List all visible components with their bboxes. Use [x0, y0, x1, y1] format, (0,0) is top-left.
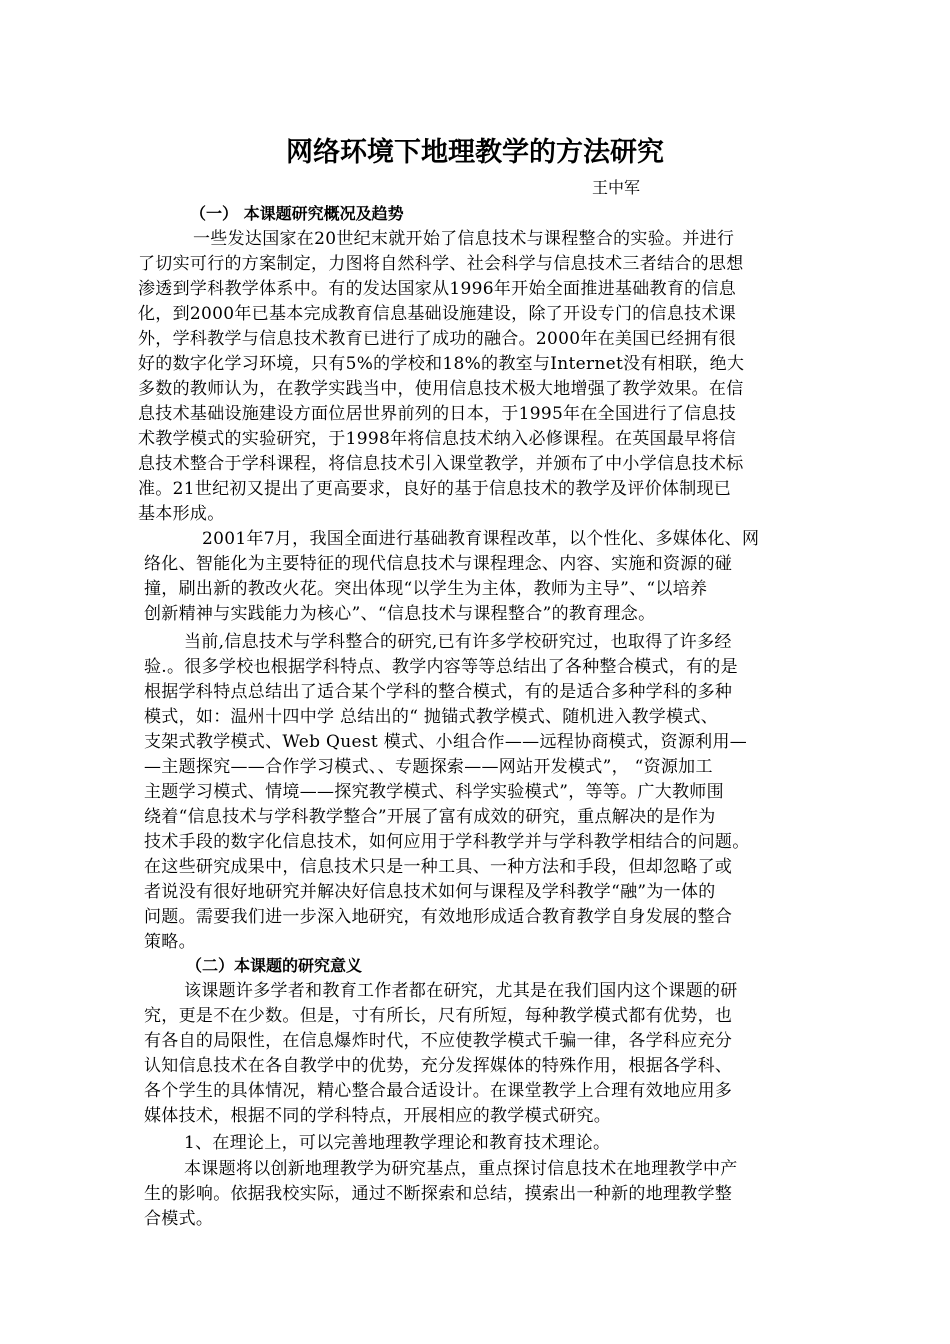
paragraph [144, 1157, 738, 1232]
text-line: 化，到2000年已基本完成教育信息基础设施建设，除了开设专门的信息技术课 [138, 304, 737, 324]
text-line: 绕着“信息技术与学科教学整合”开展了富有成效的研究，重点解决的是作为 [144, 807, 716, 827]
text-line: 息技术整合于学科课程，将信息技术引入课堂教学，并颁布了中小学信息技术标 [138, 454, 744, 474]
text-line: 准。21世纪初又提出了更高要求，良好的基于信息技术的教学及评价体制现已 [138, 479, 732, 499]
text-line: 媒体技术，根据不同的学科特点，开展相应的教学模式研究。 [144, 1106, 612, 1126]
text-line: 技术手段的数字化信息技术，如何应用于学科教学并与学科教学相结合的问题。 [144, 832, 750, 852]
text-line: 合模式。 [144, 1209, 214, 1229]
text-line: 生的影响。依据我校实际，通过不断探索和总结，摸索出一种新的地理教学整 [144, 1184, 733, 1204]
text-line: 主题学习模式、情境——探究教学模式、科学实验模式”，等等。广大教师围 [144, 782, 724, 802]
text-line: 好的数字化学习环境，只有5%的学校和18%的教室与Internet没有相联，绝大 [138, 354, 745, 374]
text-line: 当前,信息技术与学科整合的研究,已有许多学校研究过，也取得了许多经 [184, 632, 732, 652]
text-line: 外，学科教学与信息技术教育已进行了成功的融合。2000年在美国已经拥有很 [138, 329, 737, 349]
text-line: 者说没有很好地研究并解决好信息技术如何与课程及学科教学“融”为一体的 [144, 882, 716, 902]
text-line: 撞，刷出新的教改火花。突出体现“以学生为主体，教师为主导”、“以培养 [144, 579, 708, 599]
text-line: 多数的教师认为，在教学实践当中，使用信息技术极大地增强了教学效果。在信 [138, 379, 744, 399]
text-line: 了切实可行的方案制定，力图将自然科学、社会科学与信息技术三者结合的思想 [138, 254, 744, 274]
text-line: 渗透到学科教学体系中。有的发达国家从1996年开始全面推进基础教育的信息 [138, 279, 737, 299]
text-line: 基本形成。 [138, 504, 225, 524]
text-line: 策略。 [144, 932, 196, 952]
text-line: 验.。很多学校也根据学科特点、教学内容等等总结出了各种整合模式，有的是 [144, 657, 738, 677]
text-line: 创新精神与实践能力为核心”、“信息技术与课程整合”的教育理念。 [144, 604, 656, 624]
text-line: 一些发达国家在20世纪末就开始了信息技术与课程整合的实验。并进行 [193, 229, 735, 249]
author-name: 王中军 [592, 178, 641, 197]
section-heading: （一） 本课题研究概况及趋势 [190, 204, 404, 223]
text-line: 息技术基础设施建设方面位居世界前列的日本，于1995年在全国进行了信息技 [138, 404, 737, 424]
document-title: 网络环境下地理教学的方法研究 [286, 137, 664, 168]
text-line: 各个学生的具体情况，精心整合最合适设计。在课堂教学上合理有效地应用多 [144, 1081, 733, 1101]
text-line: 络化、智能化为主要特征的现代信息技术与课程理念、内容、实施和资源的碰 [144, 554, 733, 574]
text-line: 问题。需要我们进一步深入地研究，有效地形成适合教育教学自身发展的整合 [144, 907, 733, 927]
paragraph [144, 527, 759, 627]
text-line: 究，更是不在少数。但是，寸有所长，尺有所短，每种教学模式都有优势，也 [144, 1006, 733, 1026]
text-line: 模式，如：温州十四中学 总结出的“ 抛锚式教学模式、随机进入教学模式、 [144, 707, 718, 727]
text-line: 根据学科特点总结出了适合某个学科的整合模式，有的是适合多种学科的多种 [144, 682, 733, 702]
text-line: —主题探究——合作学习模式、、专题探索——网站开发模式”， “资源加工 [144, 757, 713, 777]
paragraph [138, 227, 744, 527]
section-heading: （二）本课题的研究意义 [186, 956, 363, 975]
text-line: 支架式教学模式、Web Quest 模式、小组合作——远程协商模式，资源利用— [144, 732, 748, 752]
text-line: 在这些研究成果中，信息技术只是一种工具、一种方法和手段，但却忽略了或 [144, 857, 733, 877]
paragraph [144, 1131, 610, 1156]
text-line: 术教学模式的实验研究，于1998年将信息技术纳入必修课程。在英国最早将信 [138, 429, 737, 449]
text-line: 本课题将以创新地理教学为研究基点，重点探讨信息技术在地理教学中产 [184, 1159, 738, 1179]
text-line: 1、在理论上，可以完善地理教学理论和教育技术理论。 [184, 1133, 611, 1153]
text-line: 2001年7月，我国全面进行基础教育课程改革，以个性化、多媒体化、网 [202, 529, 760, 549]
text-line: 该课题许多学者和教育工作者都在研究，尤其是在我们国内这个课题的研 [184, 981, 738, 1001]
paragraph [144, 630, 750, 955]
paragraph [144, 979, 738, 1129]
text-line: 有各自的局限性，在信息爆炸时代，不应使教学模式千骗一律，各学科应充分 [144, 1031, 733, 1051]
text-line: 认知信息技术在各自教学中的优势，充分发挥媒体的特殊作用，根据各学科、 [144, 1056, 733, 1076]
